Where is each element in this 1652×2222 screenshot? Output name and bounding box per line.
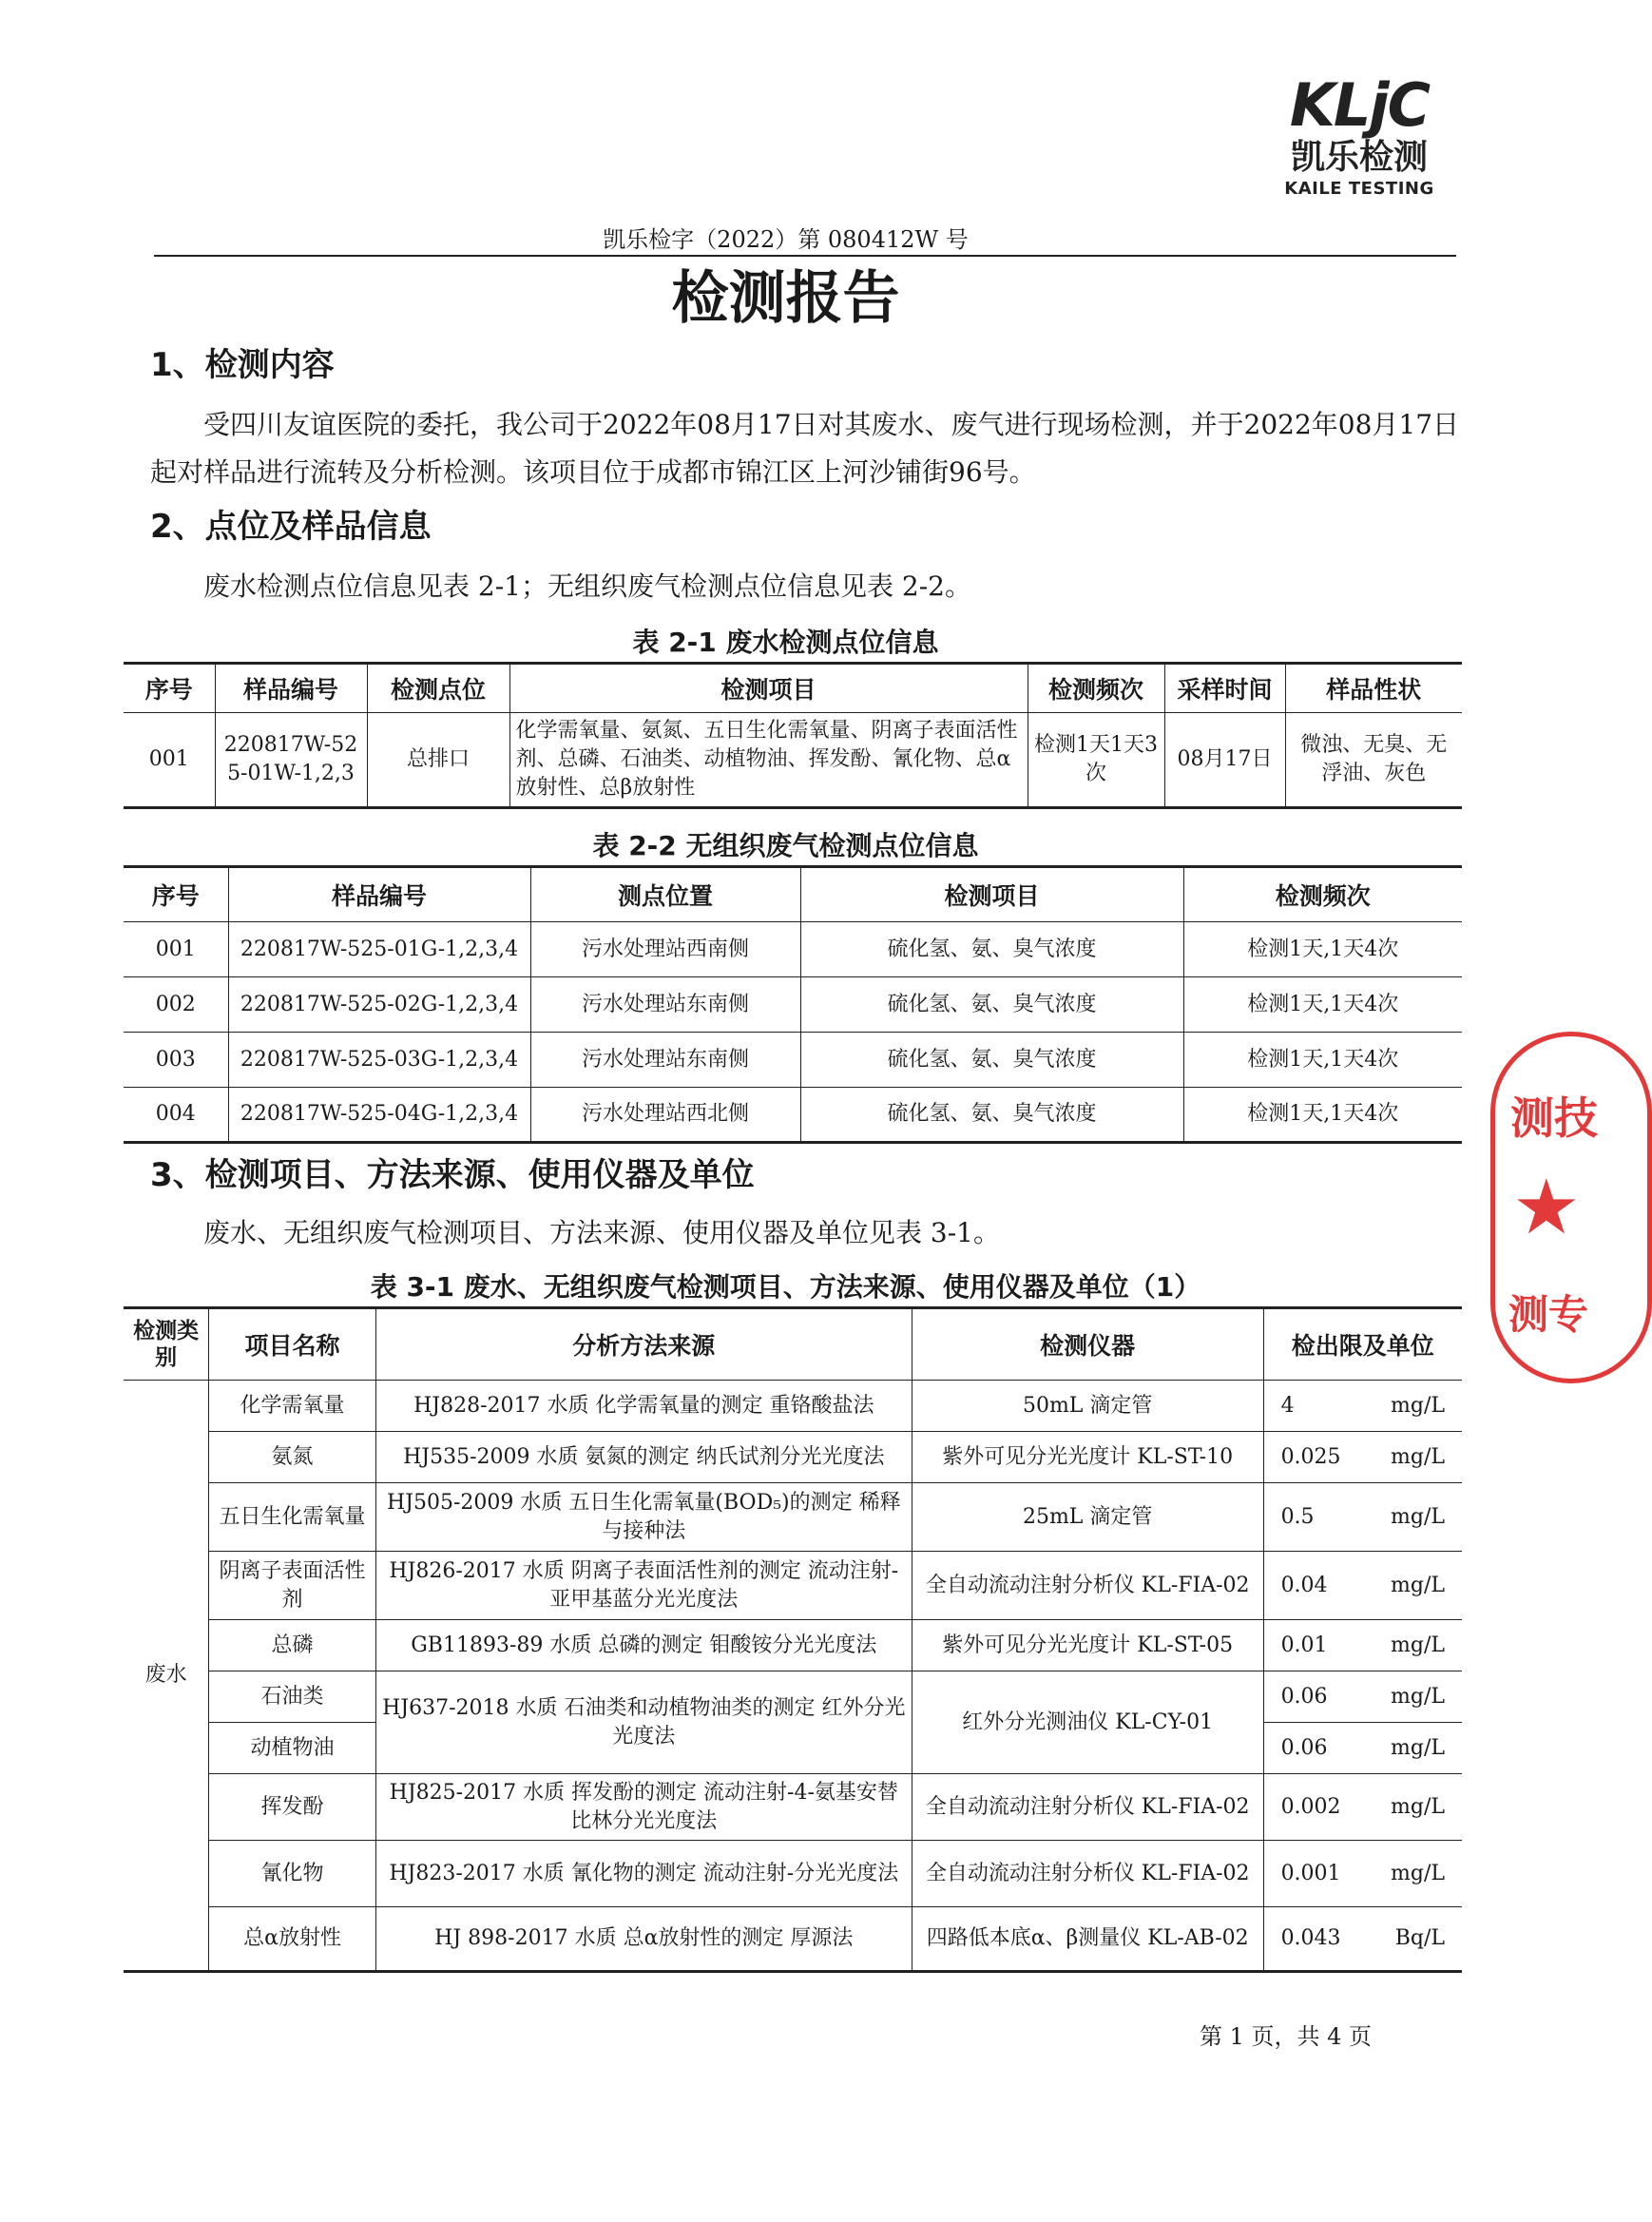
instrument: 25mL 滴定管: [912, 1483, 1263, 1552]
table-cell: 001: [124, 922, 228, 977]
col-header: 检测项目: [800, 867, 1183, 922]
detection-limit: [1263, 1907, 1462, 1972]
item-name: 氨氮: [209, 1432, 375, 1483]
table-cell: 污水处理站西北侧: [530, 1088, 800, 1143]
col-header: 检测频次: [1028, 664, 1164, 713]
table-cell: 001: [124, 713, 215, 808]
table-2-2: [124, 865, 1462, 1144]
table-row: [124, 1552, 1462, 1620]
instrument: 全自动流动注射分析仪 KL-FIA-02: [912, 1774, 1263, 1841]
col-header: 样品编号: [228, 867, 530, 922]
section-2-heading: 2、点位及样品信息: [150, 508, 432, 546]
col-header: 检测点位: [367, 664, 509, 713]
detection-limit: [1263, 1432, 1462, 1483]
logo-english-name: KAILE TESTING: [1284, 179, 1434, 199]
table-row: [124, 1620, 1462, 1671]
table-2-2-caption: 表 2-2 无组织废气检测点位信息: [592, 830, 979, 861]
star-icon: ★: [1512, 1163, 1581, 1251]
instrument: 紫外可见分光光度计 KL-ST-10: [912, 1432, 1263, 1483]
col-header: 序号: [124, 664, 215, 713]
limit-unit: mg/L: [1391, 1861, 1445, 1885]
detection-limit: [1263, 1671, 1462, 1723]
table-row: [124, 713, 1462, 808]
limit-unit: mg/L: [1391, 1393, 1445, 1418]
item-name: 氰化物: [209, 1841, 375, 1907]
detection-limit: [1263, 1483, 1462, 1552]
section-2-paragraph: 废水检测点位信息见表 2-1；无组织废气检测点位信息见表 2-2。: [203, 570, 971, 602]
table-2-1-caption: 表 2-1 废水检测点位信息: [632, 627, 939, 658]
col-header: 检测频次: [1183, 867, 1462, 922]
table-row: [124, 922, 1462, 977]
table-row: [124, 1432, 1462, 1483]
method-source: HJ826-2017 水质 阴离子表面活性剂的测定 流动注射-亚甲基蓝分光光度法: [375, 1552, 912, 1620]
table-cell: 220817W-525-01G-1,2,3,4: [228, 922, 530, 977]
item-name: 阴离子表面活性剂: [209, 1552, 375, 1620]
table-row: [124, 1483, 1462, 1552]
table-cell: 微浊、无臭、无浮油、灰色: [1285, 713, 1462, 808]
table-cell: 220817W-525-03G-1,2,3,4: [228, 1033, 530, 1088]
method-source: HJ825-2017 水质 挥发酚的测定 流动注射-4-氨基安替比林分光光度法: [375, 1774, 912, 1841]
section-1-heading: 1、检测内容: [150, 346, 335, 384]
limit-value: 0.06: [1280, 1735, 1328, 1760]
table-row: [124, 1381, 1462, 1432]
table-cell: 污水处理站东南侧: [530, 977, 800, 1033]
instrument: 紫外可见分光光度计 KL-ST-05: [912, 1620, 1263, 1671]
detection-limit: [1263, 1620, 1462, 1671]
col-header: 检出限及单位: [1263, 1308, 1462, 1381]
col-header: 样品编号: [215, 664, 367, 713]
table-cell: 002: [124, 977, 228, 1033]
col-header: 项目名称: [209, 1308, 375, 1381]
limit-value: 0.01: [1280, 1633, 1328, 1657]
item-name: 总α放射性: [209, 1907, 375, 1972]
table-cell: 220817W-525-02G-1,2,3,4: [228, 977, 530, 1033]
table-cell: 检测1天,1天4次: [1183, 922, 1462, 977]
table-cell: 污水处理站东南侧: [530, 1033, 800, 1088]
instrument: 全自动流动注射分析仪 KL-FIA-02: [912, 1841, 1263, 1907]
limit-value: 0.001: [1280, 1861, 1341, 1885]
limit-value: 4: [1280, 1393, 1295, 1418]
limit-unit: mg/L: [1391, 1684, 1445, 1709]
instrument: 红外分光测油仪 KL-CY-01: [912, 1671, 1263, 1774]
method-source: HJ637-2018 水质 石油类和动植物油类的测定 红外分光光度法: [375, 1671, 912, 1774]
table-cell: 硫化氢、氨、臭气浓度: [800, 977, 1183, 1033]
table-cell: 220817W-525-04G-1,2,3,4: [228, 1088, 530, 1143]
page-number: 第 1 页，共 4 页: [1200, 2023, 1373, 2050]
limit-unit: mg/L: [1391, 1794, 1445, 1819]
item-name: 五日生化需氧量: [209, 1483, 375, 1552]
instrument: 50mL 滴定管: [912, 1381, 1263, 1432]
col-header: 样品性状: [1285, 664, 1462, 713]
section-3-paragraph: 废水、无组织废气检测项目、方法来源、使用仪器及单位见表 3-1。: [203, 1217, 1000, 1248]
table-header-row: [124, 1308, 1462, 1381]
table-row: [124, 1033, 1462, 1088]
item-name: 挥发酚: [209, 1774, 375, 1841]
table-cell: 检测1天1天3次: [1028, 713, 1164, 808]
limit-value: 0.025: [1280, 1444, 1341, 1469]
section-3-heading: 3、检测项目、方法来源、使用仪器及单位: [150, 1156, 755, 1194]
logo-chinese-name: 凯乐检测: [1290, 138, 1428, 177]
table-row: [124, 977, 1462, 1033]
header-divider: [154, 255, 1456, 257]
method-source: HJ505-2009 水质 五日生化需氧量(BOD₅)的测定 稀释与接种法: [375, 1483, 912, 1552]
item-name: 动植物油: [209, 1723, 375, 1774]
instrument: 全自动流动注射分析仪 KL-FIA-02: [912, 1552, 1263, 1620]
col-header: 序号: [124, 867, 228, 922]
detection-limit: [1263, 1723, 1462, 1774]
limit-unit: mg/L: [1391, 1735, 1445, 1760]
table-cell: 003: [124, 1033, 228, 1088]
table-cell: 总排口: [367, 713, 509, 808]
col-header: 检测仪器: [912, 1308, 1263, 1381]
table-cell: 硫化氢、氨、臭气浓度: [800, 922, 1183, 977]
table-3-1: [124, 1306, 1462, 1973]
table-cell: 检测1天,1天4次: [1183, 977, 1462, 1033]
table-row: [124, 1841, 1462, 1907]
limit-unit: Bq/L: [1394, 1926, 1445, 1950]
table-cell: 污水处理站西南侧: [530, 922, 800, 977]
limit-unit: mg/L: [1391, 1633, 1445, 1657]
col-header: 测点位置: [530, 867, 800, 922]
limit-unit: mg/L: [1391, 1573, 1445, 1597]
company-logo: [1274, 70, 1445, 200]
limit-value: 0.043: [1280, 1926, 1341, 1950]
table-row: [124, 1907, 1462, 1972]
section-1-paragraph: 受四川友谊医院的委托，我公司于2022年08月17日对其废水、废气进行现场检测，并于2022年08月17日起对样品进行流转及分析检测。该项目位于成都市锦江区上河沙铺街96号。: [150, 409, 1460, 488]
table-row: [124, 1671, 1462, 1723]
stamp-text-top: 测技: [1510, 1092, 1598, 1144]
detection-limit: [1263, 1381, 1462, 1432]
red-seal-stamp: [1490, 1032, 1652, 1383]
category-cell: 废水: [124, 1381, 209, 1972]
table-row: [124, 1774, 1462, 1841]
method-source: HJ 898-2017 水质 总α放射性的测定 厚源法: [375, 1907, 912, 1972]
limit-unit: mg/L: [1391, 1444, 1445, 1469]
method-source: HJ823-2017 水质 氰化物的测定 流动注射-分光光度法: [375, 1841, 912, 1907]
table-2-1: [124, 662, 1462, 809]
instrument: 四路低本底α、β测量仪 KL-AB-02: [912, 1907, 1263, 1972]
logo-mark: KLjC: [1289, 70, 1430, 140]
page-title: 检测报告: [671, 265, 900, 332]
table-cell: 220817W-525-01W-1,2,3: [215, 713, 367, 808]
limit-unit: mg/L: [1391, 1504, 1445, 1529]
detection-limit: [1263, 1774, 1462, 1841]
item-name: 化学需氧量: [209, 1381, 375, 1432]
col-header: 分析方法来源: [375, 1308, 912, 1381]
method-source: HJ535-2009 水质 氨氮的测定 纳氏试剂分光光度法: [375, 1432, 912, 1483]
table-cell: 检测1天,1天4次: [1183, 1033, 1462, 1088]
detection-limit: [1263, 1552, 1462, 1620]
table-cell: 08月17日: [1164, 713, 1285, 808]
col-header: 采样时间: [1164, 664, 1285, 713]
limit-value: 0.5: [1280, 1504, 1315, 1529]
item-name: 总磷: [209, 1620, 375, 1671]
method-source: GB11893-89 水质 总磷的测定 钼酸铵分光光度法: [375, 1620, 912, 1671]
table-cell: 硫化氢、氨、臭气浓度: [800, 1033, 1183, 1088]
limit-value: 0.002: [1280, 1794, 1341, 1819]
method-source: HJ828-2017 水质 化学需氧量的测定 重铬酸盐法: [375, 1381, 912, 1432]
item-name: 石油类: [209, 1671, 375, 1723]
stamp-text-bottom: 测专: [1508, 1291, 1589, 1338]
limit-value: 0.06: [1280, 1684, 1328, 1709]
table-row: [124, 1088, 1462, 1143]
table-3-1-caption: 表 3-1 废水、无组织废气检测项目、方法来源、使用仪器及单位（1）: [370, 1271, 1201, 1303]
table-cell: 硫化氢、氨、臭气浓度: [800, 1088, 1183, 1143]
col-header: 检测类别: [124, 1308, 209, 1381]
col-header: 检测项目: [509, 664, 1028, 713]
table-header-row: [124, 664, 1462, 713]
table-header-row: [124, 867, 1462, 922]
table-cell: 检测1天,1天4次: [1183, 1088, 1462, 1143]
limit-value: 0.04: [1280, 1573, 1328, 1597]
table-cell: 化学需氧量、氨氮、五日生化需氧量、阴离子表面活性剂、总磷、石油类、动植物油、挥发酚、氰化物、总α放射性、总β放射性: [509, 713, 1028, 808]
detection-limit: [1263, 1841, 1462, 1907]
report-number: 凯乐检字（2022）第 080412W 号: [603, 226, 969, 253]
table-cell: 004: [124, 1088, 228, 1143]
